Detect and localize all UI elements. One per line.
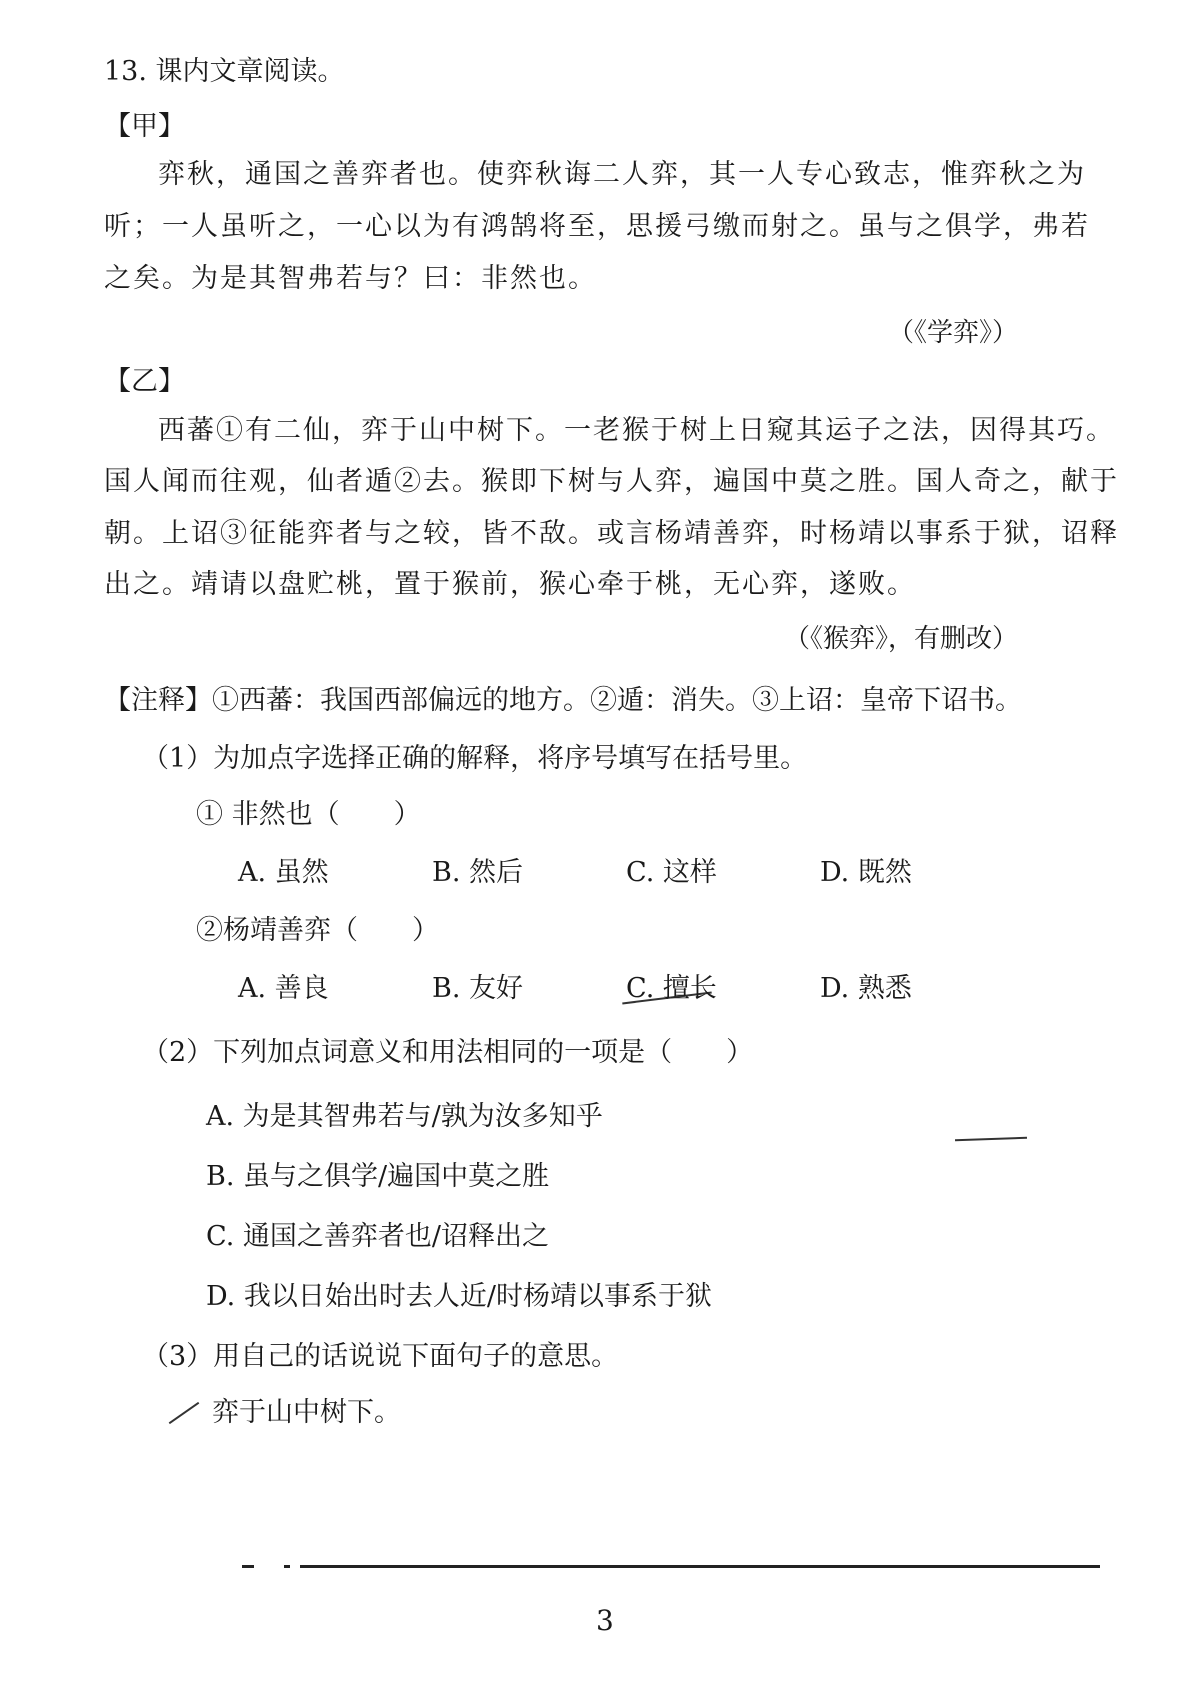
- part1-item1-option-d: D. 既然: [820, 857, 912, 888]
- answer-line-dash: [242, 1565, 254, 1568]
- page-number: 3: [596, 1604, 614, 1637]
- part2-option-d: D. 我以日始出时去人近/时杨靖以事系于狱: [206, 1281, 712, 1312]
- question-title: 13. 课内文章阅读。: [104, 56, 345, 87]
- passage-b-line-4: 出之。靖请以盘贮桃，置于猴前，猴心牵于桃，无心弈，遂败。: [104, 569, 916, 600]
- part1-item1-option-b: B. 然后: [432, 857, 524, 888]
- answer-line-dash: [284, 1565, 290, 1568]
- part2-prompt: （2）下列加点词意义和用法相同的一项是（ ）: [142, 1037, 754, 1068]
- part1-item2-option-b: B. 友好: [432, 973, 524, 1004]
- passage-a-line-3: 之矣。为是其智弗若与？曰：非然也。: [104, 263, 597, 294]
- part1-item2-option-d: D. 熟悉: [820, 973, 912, 1004]
- part3-prompt: （3）用自己的话说说下面句子的意思。: [142, 1341, 619, 1372]
- passage-b-line-3: 朝。上诏③征能弈者与之较，皆不敌。或言杨靖善弈，时杨靖以事系于狱，诏释: [104, 518, 1119, 549]
- part3-sentence: 弈于山中树下。: [212, 1397, 401, 1428]
- passage-a-source: （《学弈》）: [887, 318, 1018, 348]
- passage-b-line-2: 国人闻而往观，仙者遁②去。猴即下树与人弈，遍国中莫之胜。国人奇之，献于: [104, 466, 1119, 497]
- passage-a-line-1: 弈秋，通国之善弈者也。使弈秋诲二人弈，其一人专心致志，惟弈秋之为: [158, 159, 1086, 190]
- passage-a-line-2: 听；一人虽听之，一心以为有鸿鹄将至，思援弓缴而射之。虽与之俱学，弗若: [104, 211, 1090, 242]
- part1-item2-option-c: C. 擅长: [626, 973, 717, 1004]
- passage-b-line-1: 西蕃①有二仙，弈于山中树下。一老猴于树上日窥其运子之法，因得其巧。: [158, 415, 1115, 446]
- passage-b-source: （《猴弈》，有删改）: [783, 624, 1018, 654]
- pen-stroke: [955, 1137, 1027, 1142]
- part1-item2: ②杨靖善弈（ ）: [196, 915, 439, 946]
- part2-option-b: B. 虽与之俱学/遍国中莫之胜: [206, 1161, 550, 1192]
- part1-item1-option-c: C. 这样: [626, 857, 717, 888]
- pen-stroke: [169, 1402, 200, 1424]
- answer-line: [300, 1565, 1100, 1568]
- part2-option-a: A. 为是其智弗若与/孰为汝多知乎: [206, 1101, 603, 1132]
- part1-item2-option-a: A. 善良: [238, 973, 329, 1004]
- passage-a-label: 【甲】: [104, 111, 185, 142]
- passage-b-label: 【乙】: [104, 366, 185, 397]
- part1-item1: ① 非然也（ ）: [196, 799, 421, 830]
- notes: 【注释】①西蕃：我国西部偏远的地方。②遁：消失。③上诏：皇帝下诏书。: [104, 685, 1022, 716]
- part2-option-c: C. 通国之善弈者也/诏释出之: [206, 1221, 549, 1252]
- part1-prompt: （1）为加点字选择正确的解释，将序号填写在括号里。: [142, 743, 808, 774]
- part1-item1-option-a: A. 虽然: [238, 857, 329, 888]
